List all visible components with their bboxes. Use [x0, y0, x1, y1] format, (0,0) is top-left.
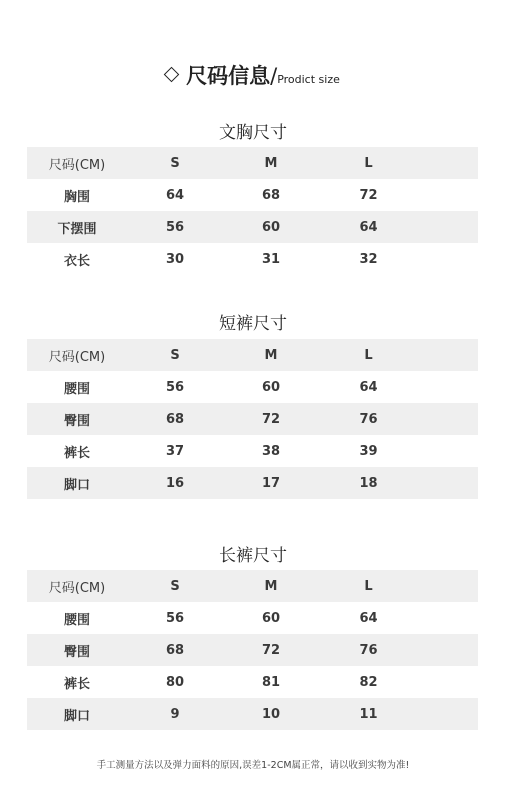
- table-cell: 64: [319, 211, 418, 243]
- row-label: 下摆围: [27, 211, 127, 243]
- table-cell: 38: [261, 443, 281, 459]
- section-title-bra: 文胸尺寸: [219, 123, 287, 143]
- section-title-pants: 长裤尺寸: [219, 546, 287, 566]
- table-cell: 11: [319, 698, 418, 730]
- header-cell: M: [223, 339, 319, 371]
- table-cell: 56: [165, 379, 185, 395]
- row-label: 衣长: [63, 253, 90, 269]
- table-cell: 64: [359, 610, 378, 626]
- spacer-cell: [418, 602, 478, 634]
- page-title: 尺码信息: [186, 64, 271, 88]
- table-cell: 76: [319, 634, 418, 666]
- header-cell: M: [223, 147, 319, 179]
- header-cell: S: [127, 570, 223, 602]
- table-cell: 82: [359, 674, 378, 690]
- table-cell: 80: [165, 674, 185, 690]
- spacer-cell: [418, 666, 478, 698]
- table-cell: 72: [223, 634, 319, 666]
- table-cell: 68: [127, 403, 223, 435]
- title-separator: /: [270, 64, 278, 88]
- table-row: [27, 602, 478, 634]
- table-cell: 39: [359, 443, 378, 459]
- table-row: [27, 666, 478, 698]
- header-cell: S: [127, 147, 223, 179]
- table-cell: 68: [127, 634, 223, 666]
- table-cell: 60: [223, 211, 319, 243]
- table-cell: 64: [359, 379, 378, 395]
- page-subtitle: Prodict size: [277, 73, 340, 86]
- spacer-cell: [418, 634, 478, 666]
- row-label: 脚口: [27, 467, 127, 499]
- spacer-cell: [418, 147, 478, 179]
- header-cell: L: [319, 570, 418, 602]
- row-label: 脚口: [27, 698, 127, 730]
- section-title-shorts: 短裤尺寸: [219, 314, 287, 334]
- table-row: [27, 634, 478, 666]
- table-cell: 60: [261, 610, 281, 626]
- table-cell: 30: [165, 251, 185, 267]
- header-cell: 尺码(CM): [27, 147, 127, 179]
- header-cell: L: [319, 147, 418, 179]
- table-cell: 37: [165, 443, 185, 459]
- header-cell: M: [223, 570, 319, 602]
- measurement-note: 手工测量方法以及弹力面料的原因,误差1-2CM属正常，请以收到实物为准!: [96, 760, 410, 771]
- table-cell: 9: [127, 698, 223, 730]
- row-label: 胸围: [63, 189, 90, 205]
- table-cell: 18: [319, 467, 418, 499]
- table-header-row: [27, 147, 478, 179]
- table-cell: 64: [165, 187, 185, 203]
- spacer-cell: [418, 435, 478, 467]
- table-header-row: [27, 570, 478, 602]
- table-row: [27, 435, 478, 467]
- spacer-cell: [418, 467, 478, 499]
- table-cell: 10: [223, 698, 319, 730]
- table-cell: 60: [261, 379, 281, 395]
- table-cell: 56: [127, 211, 223, 243]
- table-cell: 17: [223, 467, 319, 499]
- table-row: [27, 698, 478, 730]
- header-cell: S: [127, 339, 223, 371]
- size-table-bra: [27, 147, 478, 275]
- spacer-cell: [418, 570, 478, 602]
- table-row: [27, 179, 478, 211]
- table-cell: 72: [223, 403, 319, 435]
- spacer-cell: [418, 371, 478, 403]
- row-label: 臀围: [27, 403, 127, 435]
- size-table-pants: [27, 570, 478, 730]
- spacer-cell: [418, 698, 478, 730]
- table-cell: 68: [261, 187, 281, 203]
- table-cell: 16: [127, 467, 223, 499]
- table-cell: 72: [359, 187, 378, 203]
- table-cell: 81: [261, 674, 281, 690]
- table-header-row: [27, 339, 478, 371]
- row-label: 臀围: [27, 634, 127, 666]
- table-row: [27, 243, 478, 275]
- spacer-cell: [418, 339, 478, 371]
- row-label: 腰围: [63, 612, 90, 628]
- row-label: 裤长: [63, 676, 90, 692]
- table-cell: 56: [165, 610, 185, 626]
- header-cell: L: [319, 339, 418, 371]
- diamond-icon: [164, 67, 180, 83]
- table-row: [27, 371, 478, 403]
- header-cell: 尺码(CM): [27, 339, 127, 371]
- page-header: [0, 60, 506, 90]
- table-row: [27, 403, 478, 435]
- spacer-cell: [418, 243, 478, 275]
- row-label: 裤长: [63, 445, 90, 461]
- table-cell: 76: [319, 403, 418, 435]
- spacer-cell: [418, 179, 478, 211]
- table-cell: 32: [359, 251, 378, 267]
- header-cell: 尺码(CM): [27, 570, 127, 602]
- row-label: 腰围: [63, 381, 90, 397]
- spacer-cell: [418, 403, 478, 435]
- table-row: [27, 211, 478, 243]
- size-table-shorts: [27, 339, 478, 499]
- table-cell: 31: [261, 251, 281, 267]
- table-row: [27, 467, 478, 499]
- spacer-cell: [418, 211, 478, 243]
